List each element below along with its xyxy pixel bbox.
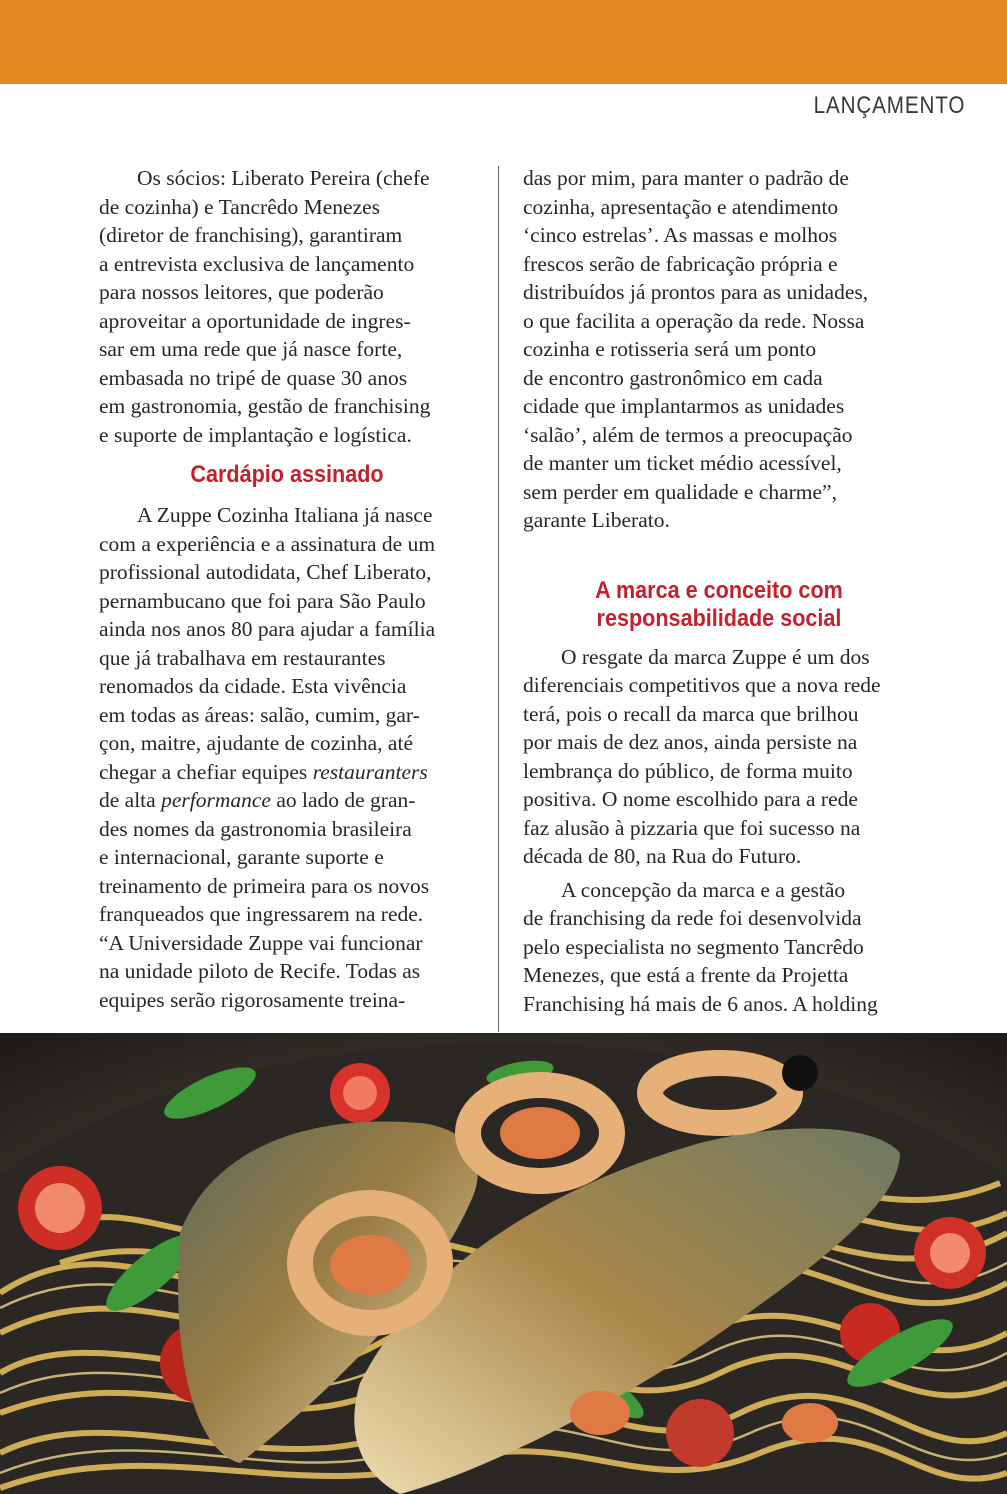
top-accent-bar: [0, 0, 1007, 84]
intro-line: sar em uma rede que já nasce forte,: [99, 337, 403, 361]
seafood-pasta-photo: [0, 1033, 1007, 1494]
body-line: cozinha e rotisseria será um ponto: [523, 337, 817, 361]
body-text: ao lado de gran-: [270, 788, 416, 812]
body-line: [99, 786, 475, 815]
section-label: LANÇAMENTO: [813, 92, 965, 119]
right-column: [523, 164, 915, 1018]
body-line: terá, pois o recall da marca que brilhou: [523, 701, 859, 726]
olive: [782, 1055, 818, 1091]
section-spacer: [523, 535, 915, 577]
body-line: treinamento de primeira para os novos: [99, 873, 430, 898]
body-line: Franchising há mais de 6 anos. A holding: [523, 991, 878, 1016]
intro-line: e suporte de implantação e logística.: [99, 422, 412, 447]
left-column: [99, 164, 475, 1014]
body-line: çon, maitre, ajudante de cozinha, até: [99, 731, 413, 755]
column-divider: [498, 166, 499, 1032]
intro-line: (diretor de franchising), garantiram: [99, 223, 403, 247]
body-line: cidade que implantarmos as unidades: [523, 394, 845, 418]
body-line: garante Liberato.: [523, 508, 670, 532]
body-line: A concepção da marca e a gestão: [561, 877, 846, 902]
body-line: ainda nos anos 80 para ajudar a família: [99, 617, 436, 641]
heading-cardapio: Cardápio assinado: [190, 461, 384, 488]
body-line: ‘salão’, além de termos a preocupação: [523, 422, 853, 447]
body-line: com a experiência e a assinatura de um: [99, 531, 436, 556]
intro-line: a entrevista exclusiva de lançamento: [99, 251, 415, 276]
body-line: de franchising da rede foi desenvolvida: [523, 906, 862, 930]
body-line: “A Universidade Zuppe vai funcionar: [99, 930, 423, 955]
body-line: de encontro gastronômico em cada: [523, 365, 823, 390]
body-line: em todas as áreas: salão, cumim, gar-: [99, 702, 420, 727]
intro-line: embasada no tripé de quase 30 anos: [99, 365, 408, 390]
body-line: diferenciais competitivos que a nova rede: [523, 673, 881, 697]
intro-line: aproveitar a oportunidade de ingres-: [99, 308, 411, 333]
body-line: das por mim, para manter o padrão de: [523, 166, 849, 190]
body-line: década de 80, na Rua do Futuro.: [523, 844, 802, 868]
body-line: faz alusão à pizzaria que foi sucesso na: [523, 815, 861, 840]
body-line: franqueados que ingressarem na rede.: [99, 902, 424, 926]
body-line: na unidade piloto de Recife. Todas as: [99, 959, 421, 983]
body-line: O resgate da marca Zuppe é um dos: [561, 644, 870, 669]
italic-term: restauranters: [312, 759, 428, 784]
body-line: cozinha, apresentação e atendimento: [523, 194, 839, 219]
body-line: que já trabalhava em restaurantes: [99, 645, 386, 670]
body-line: Menezes, que está a frente da Projetta: [523, 963, 849, 987]
body-line: A Zuppe Cozinha Italiana já nasce: [137, 503, 433, 527]
body-line: e internacional, garante suporte e: [99, 845, 384, 869]
body-text: chegar a chefiar equipes: [99, 759, 313, 784]
intro-line: de cozinha) e Tancrêdo Menezes: [99, 194, 381, 219]
italic-term: performance: [161, 788, 271, 812]
intro-line: em gastronomia, gestão de franchising: [99, 394, 431, 418]
body-line: equipes serão rigorosamente treina-: [99, 987, 406, 1012]
body-line: renomados da cidade. Esta vivência: [99, 674, 407, 698]
heading-marca: [543, 577, 896, 633]
heading-line: A marca e conceito com: [595, 576, 843, 604]
body-line: ‘cinco estrelas’. As massas e molhos: [523, 223, 838, 247]
body-line: des nomes da gastronomia brasileira: [99, 816, 412, 841]
body-line: frescos serão de fabricação própria e: [523, 251, 838, 276]
body-line: de manter um ticket médio acessível,: [523, 451, 842, 475]
body-line: profissional autodidata, Chef Liberato,: [99, 560, 432, 584]
body-line: pelo especialista no segmento Tancrêdo: [523, 934, 864, 959]
body-line: [99, 758, 475, 787]
heading-line: responsabilidade social: [596, 604, 842, 632]
body-line: por mais de dez anos, ainda persiste na: [523, 730, 858, 754]
body-line: pernambucano que foi para São Paulo: [99, 588, 426, 613]
body-line: distribuídos já prontos para as unidades,: [523, 280, 869, 304]
body-line: positiva. O nome escolhido para a rede: [523, 787, 858, 811]
intro-line: para nossos leitores, que poderão: [99, 280, 384, 304]
seafood-pasta-illustration: [0, 1033, 1007, 1494]
body-line: o que facilita a operação da rede. Nossa: [523, 308, 865, 333]
body-line: sem perder em qualidade e charme”,: [523, 479, 837, 504]
intro-line: Os sócios: Liberato Pereira (chefe: [137, 166, 430, 190]
body-line: lembrança do público, de forma muito: [523, 758, 853, 783]
body-text: de alta: [99, 788, 162, 812]
